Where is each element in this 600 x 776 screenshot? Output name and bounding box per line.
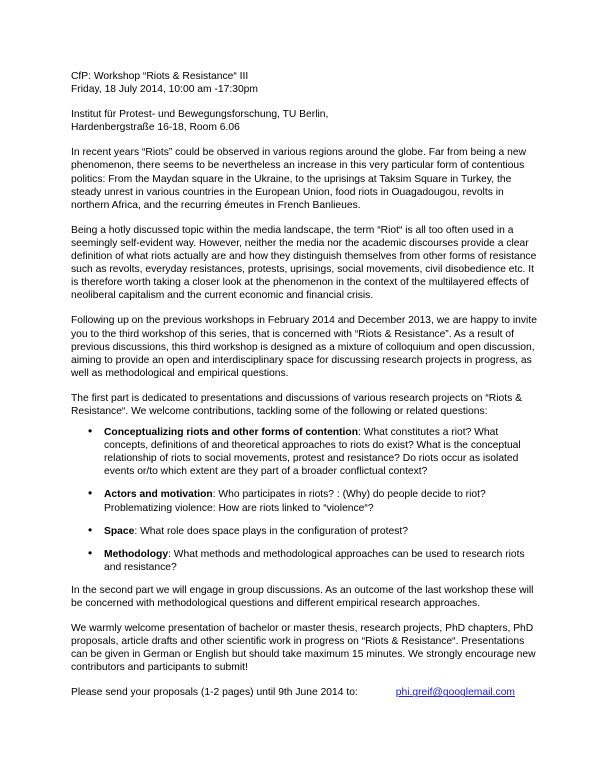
list-item xyxy=(71,545,537,574)
bullet-icon: • xyxy=(88,545,93,560)
list-item xyxy=(71,426,537,478)
bullet-icon: • xyxy=(88,522,93,537)
bullet-icon: • xyxy=(88,424,93,439)
bullet-text: : What constitutes a riot? What concepts, definitions of and theoretical approaches to riots do exist? What is the conceptual relationship of riots to social movements, protest and resistance? Do riots occur as isolated events or/to which extent are they part of a broader conflictual context? xyxy=(104,427,521,478)
bullet-text: : What role does space plays in the configuration of protest? xyxy=(134,525,408,537)
list-item xyxy=(71,488,537,514)
closing-text: Please send your proposals (1-2 pages) until 9th June 2014 to: xyxy=(71,687,358,699)
first-part-paragraph: The first part is dedicated to presentations and discussions of various research projects on “Riots & Resistance“. We welcome contributions, tackling some of the following or related questions: xyxy=(71,392,522,417)
bullet-text: : Who participates in riots? : (Why) do people decide to riot? Problematizing violence: How are riots linked to “violence“? xyxy=(104,489,486,514)
address-line: Hardenbergstraße 16-18, Room 6.06 xyxy=(71,122,240,134)
bullet-title: Space xyxy=(104,525,135,537)
bullet-title: Methodology xyxy=(104,548,169,560)
event-date: Friday, 18 July 2014, 10:00 am -17:30pm xyxy=(71,84,258,96)
bullet-title: Conceptualizing riots and other forms of contention xyxy=(104,427,358,439)
closing-line xyxy=(71,686,537,699)
institute-line: Institut für Protest- und Bewegungsforschung, TU Berlin, xyxy=(71,109,329,121)
bullet-title: Actors and motivation xyxy=(104,489,213,501)
event-header xyxy=(71,70,537,96)
topic-paragraph: Being a hotly discussed topic within the media landscape, the term “Riot“ is all too often used in a seemingly self-evident way. However, neither the media nor the academic discourses provide a clear definition of what riots actually are and how they distinguish themselves from other forms of resistance such as revolts, everyday resistances, protests, uprisings, social movements, civil disobedience etc. It is therefore worth taking a closer look at the phenomenon in the context of the multilayered effects of neoliberal capitalism and the current economic and financial crisis. xyxy=(71,224,537,302)
email-link[interactable]: phi.greif@googlemail.com xyxy=(395,687,515,699)
event-location xyxy=(71,108,537,134)
intro-paragraph: In recent years “Riots” could be observed in various regions around the globe. Far from being a new phenomenon, there seems to be nevertheless an increase in this very particular form of contentious politics: From the Maydan square in the Ukraine, to the uprisings at Taksim Square in Turkey, the steady unrest in various countries in the European Union, food riots in Ouagadougou, revolts in northern Africa, and the recurring émeutes in French Banlieues. xyxy=(71,147,527,211)
welcome-paragraph: We warmly welcome presentation of bachelor or master thesis, research projects, PhD chapters, PhD proposals, article drafts and other scientific work in progress on “Riots & Resistance“. Presentations can be given in German or English but should take maximum 15 minutes. We strongly encourage new contributors and participants to submit! xyxy=(71,623,536,674)
bullet-text: : What methods and methodological approaches can be used to research riots and resistance? xyxy=(104,548,525,573)
question-list xyxy=(71,426,537,574)
bullet-icon: • xyxy=(88,486,93,501)
second-part-paragraph: In the second part we will engage in group discussions. As an outcome of the last workshop these will be concerned with methodological questions and different empirical research approaches. xyxy=(71,584,534,609)
document-body xyxy=(71,70,537,700)
following-paragraph: Following up on the previous workshops in February 2014 and December 2013, we are happy to invite you to the third workshop of this series, that is concerned with “Riots & Resistance”. As a result of previous discussions, this third workshop is designed as a mixture of colloquium and open discussion, aiming to provide an open and interdisciplinary space for discussing research projects in progress, as well as methodological and empirical questions. xyxy=(71,315,537,379)
event-title: CfP: Workshop “Riots & Resistance“ III xyxy=(71,71,249,82)
list-item xyxy=(71,522,537,538)
